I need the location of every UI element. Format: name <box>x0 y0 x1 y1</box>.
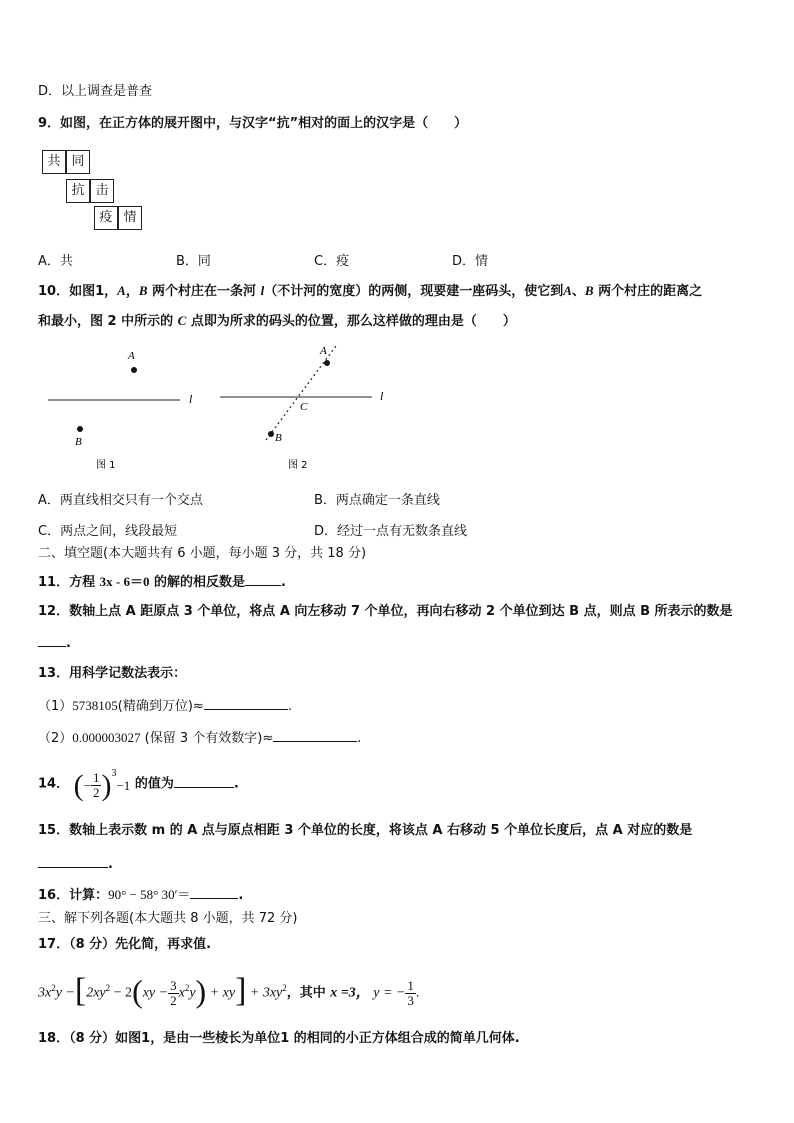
q17-term-2xy: 2xy <box>86 985 106 1001</box>
q17-term-minus-2: − 2 <box>110 985 133 1001</box>
q17-term-y: y <box>189 985 196 1001</box>
fig1-point-a <box>131 367 137 373</box>
q14-answer-blank <box>174 775 234 788</box>
q12-line1: 12．数轴上点 A 距原点 3 个单位，将点 A 向左移动 7 个单位，再向右移动 2 个单位到达 B 点，则点 B 所表示的数是 <box>38 604 733 619</box>
q14-right-paren: ) <box>101 768 112 802</box>
q13-sub1-note: (精确到万位)≈ <box>117 699 204 714</box>
q10-option-a: A．两直线相交只有一个交点 <box>38 493 203 508</box>
q10-line1-mid: 两个村庄在一条河 <box>147 284 261 299</box>
q16 <box>38 886 243 904</box>
q13-sub1-pre: （1） <box>38 699 73 714</box>
q10-var-l: l <box>260 283 265 298</box>
q12-line2 <box>38 634 71 652</box>
q17-cond-x: x =3， <box>330 985 370 1001</box>
q10-line2 <box>38 313 516 330</box>
q14-tail: −1 <box>116 777 131 793</box>
q14-post: 的值为 <box>130 776 174 792</box>
q16-answer-blank <box>190 886 238 899</box>
q16-expression: 90° − 58° 30′＝ <box>108 887 191 902</box>
fig1-point-b <box>77 426 83 432</box>
q15-line1: 15．数轴上表示数 m 的 A 点与原点相距 3 个单位的长度，将该点 A 右移动 5 个单位长度后，点 A 对应的数是 <box>38 823 693 838</box>
q17-sq-3: 2 <box>184 983 190 993</box>
q13-sub2-note: (保留 3 个有效数字)≈ <box>140 731 274 746</box>
q14-expression <box>74 762 131 806</box>
q10-comma: ， <box>125 284 139 299</box>
fig2-label-c: C <box>300 401 308 413</box>
q16-pre: 16．计算： <box>38 888 109 903</box>
q17-stem: 17．（8 分）先化简，再求值. <box>38 937 212 952</box>
q17-frac-den: 2 <box>170 992 177 1008</box>
net-cell-5: 疫 <box>94 206 118 230</box>
net-cell-1: 共 <box>42 150 66 174</box>
q17-right-bracket: ] <box>235 972 247 1010</box>
fig1-label-a: A <box>128 350 135 362</box>
q10-sep: 、 <box>571 284 585 299</box>
q15-end: . <box>108 857 113 872</box>
q11-eq-x: 3x <box>99 574 113 589</box>
q17-left-paren: ( <box>132 973 143 1010</box>
q17-term-x: x <box>178 985 185 1001</box>
fig2-label-b: B <box>275 432 282 444</box>
q14-minus: − <box>83 777 91 793</box>
q13-sub2-blank <box>273 729 357 742</box>
fig2-label-l: l <box>380 389 384 403</box>
q10-line1-post: （不计河的宽度）的两侧，现要建一座码头，使它到 <box>264 284 564 299</box>
q17-term-plus-xy: + xy <box>206 985 236 1001</box>
q17-expression <box>38 966 419 1010</box>
q12-answer-blank <box>38 634 66 647</box>
q9-option-b: B．同 <box>176 254 211 269</box>
q11-pre: 11．方程 <box>38 575 100 590</box>
q10-option-c: C．两点之间，线段最短 <box>38 524 178 539</box>
q10-var-a: A <box>117 283 126 298</box>
fig2-point-b <box>268 431 274 437</box>
q17-cond-pre: ，其中 <box>286 985 331 1001</box>
q17-y-num: 1 <box>407 977 414 993</box>
q17-cond-y: y = − <box>369 985 406 1001</box>
q13-sub1 <box>38 697 292 715</box>
q10-line2-post: 点即为所求的码头的位置，那么这样做的理由是（ ） <box>186 314 516 329</box>
net-cell-2: 同 <box>66 150 90 174</box>
cube-net-figure <box>42 150 142 230</box>
q17-term-xy-minus: xy − <box>142 985 169 1001</box>
q14-frac-den: 2 <box>92 785 100 801</box>
q17-right-paren: ) <box>195 973 207 1010</box>
q17-frac-num: 3 <box>170 977 177 993</box>
q13-sub1-blank <box>204 697 288 710</box>
q8-option-d: D．以上调查是普查 <box>38 84 153 99</box>
q9-stem: 9．如图，在正方体的展开图中，与汉字“抗”相对的面上的汉字是（ ） <box>38 116 468 131</box>
q15-line2 <box>38 855 113 873</box>
q10-var-b: B <box>138 283 148 298</box>
fig2-caption: 图 2 <box>288 460 308 471</box>
fig2-point-a <box>324 360 330 366</box>
q11-post: 的解的相反数是 <box>149 575 245 590</box>
fig1-label-b: B <box>75 436 82 448</box>
q11-eq-rest: - 6＝0 <box>112 574 150 589</box>
q14-left-paren: ( <box>73 768 84 802</box>
q13-sub2-pre: （2） <box>38 731 73 746</box>
q17-sq-2: 2 <box>105 983 111 993</box>
q18-stem: 18．（8 分）如图1，是由一些棱长为单位1 的相同的小正方体组合成的简单几何体. <box>38 1031 520 1046</box>
q14-exponent: 3 <box>111 768 117 779</box>
q13-sub1-end: . <box>287 699 292 714</box>
q13-stem: 13．用科学记数法表示： <box>38 666 187 681</box>
fig2-dotted-segment <box>266 346 336 440</box>
q10-figures <box>40 342 400 477</box>
q10-line1-end: 两个村庄的距离之 <box>593 284 703 299</box>
net-cell-6: 情 <box>118 206 142 230</box>
q17-y-den: 3 <box>407 992 414 1008</box>
q17-term-3x: 3x <box>38 985 52 1001</box>
q9-option-a: A．共 <box>38 254 73 269</box>
q17-term-y-minus: y − <box>55 985 75 1001</box>
q17-y-fraction <box>405 979 416 1008</box>
q10-line1-pre: 10．如图1， <box>38 284 118 299</box>
q10-var-b2: B <box>584 283 594 298</box>
q17-sq-4: 2 <box>282 983 287 993</box>
q15-answer-blank <box>38 855 108 868</box>
q14-pre: 14． <box>38 776 70 792</box>
q17-fraction <box>168 979 179 1008</box>
q11-answer-blank <box>245 573 281 586</box>
q10-line1 <box>38 283 702 300</box>
q14-end: . <box>233 776 239 792</box>
q13-sub1-num: 5738105 <box>72 698 118 713</box>
q17-sq-1: 2 <box>51 983 56 993</box>
q13-sub2 <box>38 729 361 747</box>
fig2-label-a: A <box>320 345 327 357</box>
q10-option-d: D．经过一点有无数条直线 <box>314 524 468 539</box>
q10-var-c: C <box>177 313 187 328</box>
q13-sub2-end: . <box>357 731 362 746</box>
q17-left-bracket: [ <box>74 972 87 1010</box>
q14 <box>38 762 239 804</box>
fig1-caption: 图 1 <box>96 460 116 471</box>
net-cell-3: 抗 <box>66 179 90 203</box>
q9-option-d: D．情 <box>452 254 489 269</box>
q16-end: . <box>238 888 244 903</box>
fig1-label-l: l <box>189 392 193 406</box>
q14-frac-num: 1 <box>92 770 100 786</box>
q17-term-3xy: + 3xy <box>246 985 283 1001</box>
q13-sub2-num: 0.000003027 <box>72 730 141 745</box>
q10-line2-pre: 和最小，图 2 中所示的 <box>38 314 178 329</box>
q10-var-a2: A <box>563 283 572 298</box>
q11-end: . <box>281 575 286 590</box>
q10-option-b: B．两点确定一条直线 <box>314 493 440 508</box>
q12-end: . <box>66 636 71 651</box>
q11 <box>38 573 286 591</box>
section2-title: 二、填空题(本大题共有 6 小题，每小题 3 分，共 18 分) <box>38 546 367 561</box>
section3-title: 三、解下列各题(本大题共 8 小题，共 72 分) <box>38 911 298 926</box>
net-cell-4: 击 <box>90 179 114 203</box>
q14-fraction <box>91 771 102 800</box>
q17-cond-end: . <box>415 985 420 1001</box>
q9-option-c: C．疫 <box>314 254 350 269</box>
